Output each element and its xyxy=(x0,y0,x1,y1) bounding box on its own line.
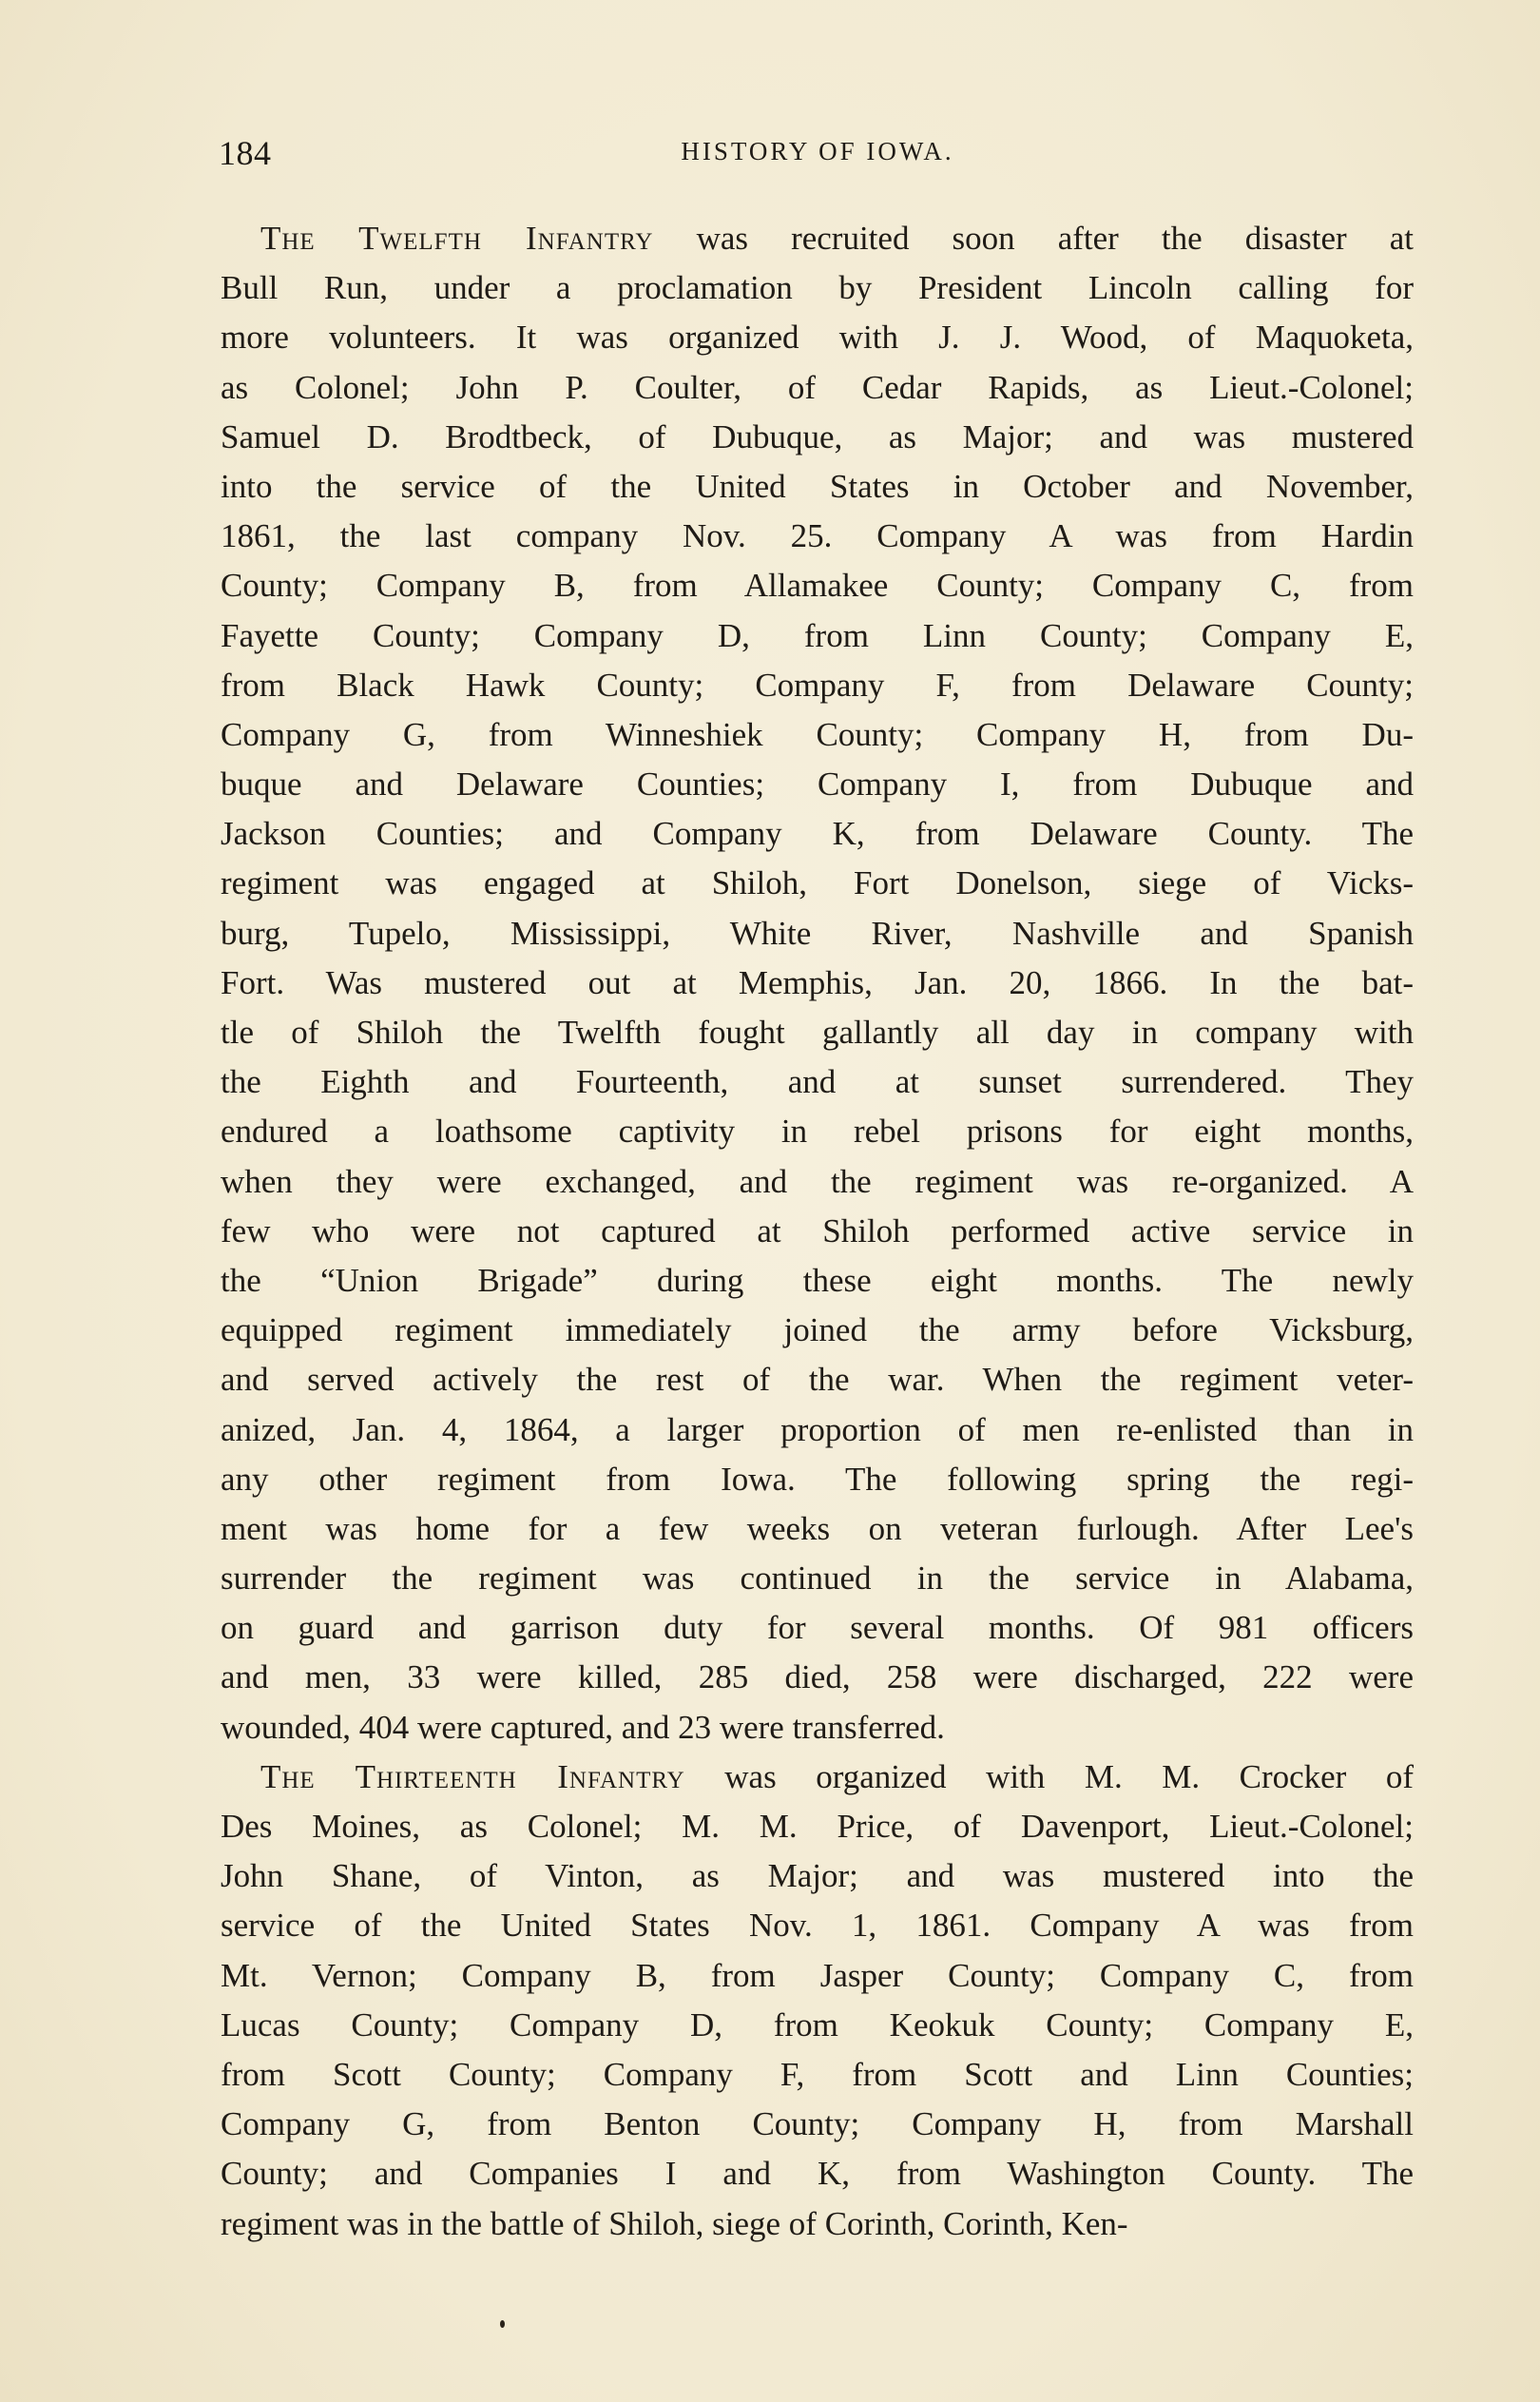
paragraph xyxy=(221,214,1414,1753)
running-head: HISTORY OF IOWA. xyxy=(681,137,954,165)
text-line xyxy=(221,2149,1414,2199)
line-text: 1861, the last company Nov. 25. Company A was from Hardin xyxy=(221,517,1414,555)
text-line xyxy=(221,1951,1414,2001)
line-text: Bull Run, under a proclamation by President Lincoln calling for xyxy=(221,269,1414,307)
text-line xyxy=(221,1851,1414,1901)
line-text: was recruited soon after the disaster at xyxy=(653,220,1415,257)
text-line xyxy=(221,959,1414,1008)
text-line xyxy=(221,1306,1414,1355)
line-text: surrender the regiment was continued in the service in Alabama, xyxy=(221,1559,1414,1598)
text-line xyxy=(221,1753,1414,1802)
line-text: Mt. Vernon; Company B, from Jasper County; Company C, from xyxy=(221,1956,1414,1994)
paragraph xyxy=(221,1753,1414,2249)
line-text: tle of Shiloh the Twelfth fought gallantly all day in company with xyxy=(221,1014,1414,1051)
text-line xyxy=(221,1405,1414,1455)
line-text: burg, Tupelo, Mississippi, White River, Nashville and Spanish xyxy=(221,914,1414,952)
text-line xyxy=(221,1256,1414,1306)
line-text: equipped regiment immediately joined the army before Vicksburg, xyxy=(221,1311,1414,1349)
text-line xyxy=(221,710,1414,760)
line-text: John Shane, of Vinton, as Major; and was mustered into the xyxy=(221,1857,1414,1895)
text-line xyxy=(221,2100,1414,2149)
line-text: and men, 33 were killed, 285 died, 258 were discharged, 222 were xyxy=(221,1658,1414,1696)
line-text: from Scott County; Company F, from Scott and Linn Counties; xyxy=(221,2055,1414,2093)
ink-speck xyxy=(500,2320,505,2328)
line-text: ment was home for a few weeks on veteran furlough. After Lee's xyxy=(221,1509,1414,1547)
text-line xyxy=(221,1207,1414,1256)
text-line xyxy=(221,1157,1414,1207)
line-text: the “Union Brigade” during these eight months. The newly xyxy=(221,1261,1414,1299)
page-number: 184 xyxy=(219,134,272,172)
text-line xyxy=(221,1653,1414,1702)
line-text: and served actively the rest of the war. When the regiment veter- xyxy=(221,1361,1414,1399)
text-line xyxy=(221,760,1414,809)
line-text: Des Moines, as Colonel; M. M. Price, of Davenport, Lieut.-Colonel; xyxy=(221,1808,1414,1845)
text-line xyxy=(221,1355,1414,1404)
text-line xyxy=(221,1802,1414,1851)
line-text: Lucas County; Company D, from Keokuk County; Company E, xyxy=(221,2005,1414,2044)
text-line xyxy=(221,1603,1414,1653)
line-text: regiment was in the battle of Shiloh, siege of Corinth, Corinth, Ken- xyxy=(221,2204,1128,2242)
text-line xyxy=(221,661,1414,710)
line-text: the Eighth and Fourteenth, and at sunset surrendered. They xyxy=(221,1063,1414,1101)
text-line xyxy=(221,2199,1414,2249)
line-text: Fort. Was mustered out at Memphis, Jan. 20, 1866. In the bat- xyxy=(221,963,1414,1001)
line-text: wounded, 404 were captured, and 23 were transferred. xyxy=(221,1708,945,1746)
line-text: into the service of the United States in October and November, xyxy=(221,467,1414,505)
line-text: from Black Hawk County; Company F, from Delaware County; xyxy=(221,666,1414,704)
line-text: County; and Companies I and K, from Washington County. The xyxy=(221,2155,1414,2193)
body-text xyxy=(221,214,1414,2249)
line-text: Jackson Counties; and Company K, from Delaware County. The xyxy=(221,815,1414,853)
line-text: buque and Delaware Counties; Company I, from Dubuque and xyxy=(221,765,1414,804)
text-line xyxy=(221,1901,1414,1950)
line-text: Company G, from Winneshiek County; Company H, from Du- xyxy=(221,715,1414,753)
line-text: Samuel D. Brodtbeck, of Dubuque, as Major; and was mustered xyxy=(221,417,1414,455)
line-text: regiment was engaged at Shiloh, Fort Donelson, siege of Vicks- xyxy=(221,864,1414,902)
page-header xyxy=(219,133,1416,181)
line-text: more volunteers. It was organized with J. J. Wood, of Maquoketa, xyxy=(221,319,1414,357)
section-lead-smallcaps: The Thirteenth Infantry xyxy=(260,1757,685,1795)
text-line xyxy=(221,263,1414,313)
text-line xyxy=(221,1057,1414,1107)
text-line xyxy=(221,313,1414,362)
line-text: any other regiment from Iowa. The following spring the regi- xyxy=(221,1460,1414,1498)
text-line xyxy=(221,1107,1414,1156)
line-text: as Colonel; John P. Coulter, of Cedar Rapids, as Lieut.-Colonel; xyxy=(221,368,1414,406)
line-text: endured a loathsome captivity in rebel prisons for eight months, xyxy=(221,1113,1414,1151)
text-line xyxy=(221,859,1414,908)
text-line xyxy=(221,1703,1414,1753)
text-line xyxy=(221,809,1414,859)
text-line xyxy=(221,1554,1414,1603)
text-line xyxy=(221,909,1414,959)
section-lead-smallcaps: The Twelfth Infantry xyxy=(260,220,654,257)
line-text: when they were exchanged, and the regiment was re-organized. A xyxy=(221,1162,1414,1200)
text-line xyxy=(221,2001,1414,2050)
text-line xyxy=(221,214,1414,263)
text-line xyxy=(221,1455,1414,1504)
line-text: service of the United States Nov. 1, 1861. Company A was from xyxy=(221,1907,1414,1945)
text-line xyxy=(221,1008,1414,1057)
line-text: was organized with M. M. Crocker of xyxy=(684,1757,1414,1795)
text-line xyxy=(221,462,1414,512)
text-line xyxy=(221,512,1414,561)
text-line xyxy=(221,363,1414,413)
text-line xyxy=(221,611,1414,661)
line-text: County; Company B, from Allamakee County; Company C, from xyxy=(221,567,1414,605)
line-text: few who were not captured at Shiloh performed active service in xyxy=(221,1211,1414,1249)
text-line xyxy=(221,413,1414,462)
text-line xyxy=(221,2050,1414,2100)
line-text: on guard and garrison duty for several months. Of 981 officers xyxy=(221,1609,1414,1647)
line-text: Company G, from Benton County; Company H, from Marshall xyxy=(221,2105,1414,2143)
line-text: Fayette County; Company D, from Linn County; Company E, xyxy=(221,616,1414,654)
text-line xyxy=(221,561,1414,610)
text-line xyxy=(221,1504,1414,1554)
line-text: anized, Jan. 4, 1864, a larger proportion of men re-enlisted than in xyxy=(221,1410,1414,1448)
